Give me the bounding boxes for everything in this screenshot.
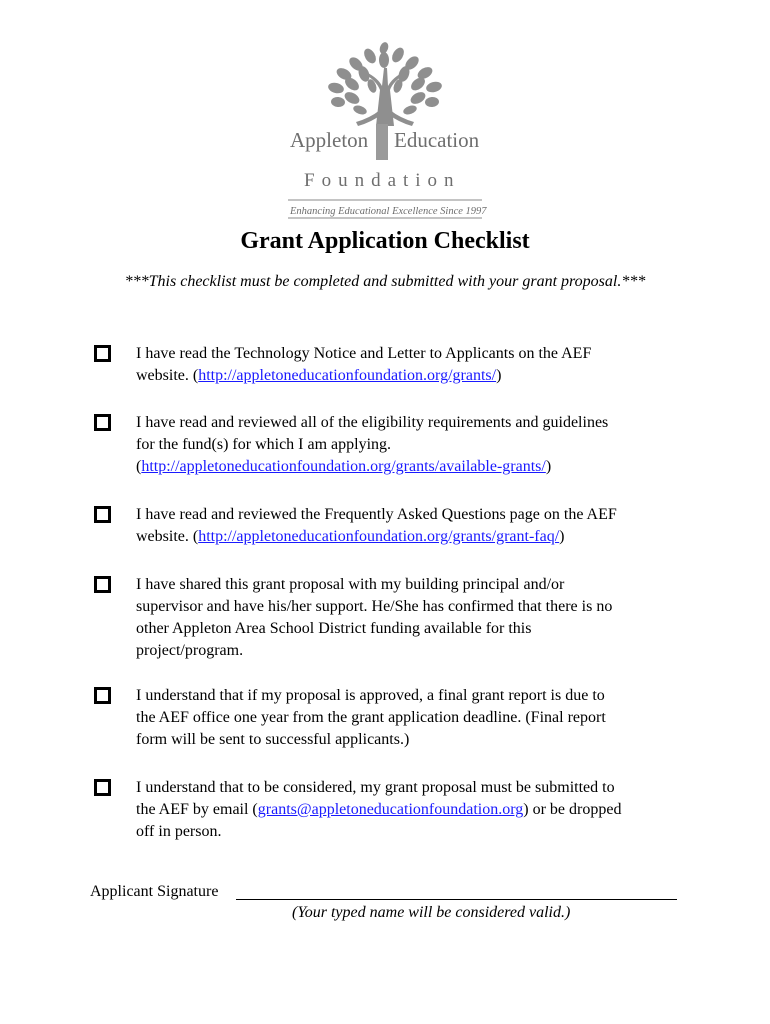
item-text <box>136 777 696 843</box>
item-line-end: ) <box>559 528 565 545</box>
checkbox[interactable] <box>94 414 111 431</box>
item-line: the AEF office one year from the grant application deadline. (Final report <box>136 709 606 726</box>
logo-rules <box>280 40 490 222</box>
item-line <box>136 365 696 387</box>
grant-faq-link[interactable]: http://appletoneducationfoundation.org/grants/grant-faq/ <box>198 528 560 545</box>
email-link[interactable]: grants@appletoneducationfoundation.org <box>257 801 524 818</box>
item-line <box>136 799 696 821</box>
item-line: for the fund(s) for which I am applying. <box>136 436 392 453</box>
grants-link[interactable]: http://appletoneducationfoundation.org/grants/ <box>198 367 497 384</box>
item-line: off in person. <box>136 823 222 840</box>
item-line <box>136 526 696 548</box>
checkbox[interactable] <box>94 506 111 523</box>
available-grants-link[interactable]: http://appletoneducationfoundation.org/grants/available-grants/ <box>141 458 546 475</box>
logo-tagline: Enhancing Educational Excellence Since 1997 <box>290 206 487 217</box>
logo-name-word1: Appleton <box>290 128 369 152</box>
item-line: I have read and reviewed all of the eligibility requirements and guidelines <box>136 414 609 431</box>
item-line: project/program. <box>136 642 244 659</box>
item-line: I understand that if my proposal is approved, a final grant report is due to <box>136 687 605 704</box>
item-text <box>136 343 696 387</box>
item-line: I have read the Technology Notice and Letter to Applicants on the AEF <box>136 345 592 362</box>
item-line: I have read and reviewed the Frequently Asked Questions page on the AEF <box>136 506 617 523</box>
logo-name-word2: Education <box>394 128 480 152</box>
signature-label: Applicant Signature <box>90 883 219 900</box>
item-line: form will be sent to successful applicants.) <box>136 731 410 748</box>
item-line <box>136 456 696 478</box>
item-text <box>136 574 696 662</box>
item-line-start: the AEF by email ( <box>136 801 258 818</box>
item-line: other Appleton Area School District funding available for this <box>136 620 532 637</box>
page-title: Grant Application Checklist <box>240 228 530 254</box>
item-line: supervisor and have his/her support. He/She has confirmed that there is no <box>136 598 613 615</box>
item-text <box>136 504 696 548</box>
signature-note: (Your typed name will be considered valid.) <box>292 904 571 921</box>
item-line: I have shared this grant proposal with my building principal and/or <box>136 576 565 593</box>
item-text <box>136 412 696 478</box>
checkbox[interactable] <box>94 576 111 593</box>
checklist-notice: ***This checklist must be completed and submitted with your grant proposal.*** <box>124 273 646 290</box>
item-line: I understand that to be considered, my grant proposal must be submitted to <box>136 779 615 796</box>
item-line-start: website. ( <box>136 528 199 545</box>
checkbox[interactable] <box>94 779 111 796</box>
item-line-start: ( <box>136 458 142 475</box>
checkbox[interactable] <box>94 687 111 704</box>
item-line-start: website. ( <box>136 367 199 384</box>
foundation-logo <box>280 40 490 222</box>
item-line-end: ) <box>545 458 552 475</box>
item-line-end: ) or be dropped <box>523 801 622 818</box>
item-line-end: ) <box>496 367 502 384</box>
item-text <box>136 685 696 751</box>
signature-line[interactable] <box>236 899 677 900</box>
checkbox[interactable] <box>94 345 111 362</box>
logo-foundation-text: Foundation <box>304 170 461 191</box>
